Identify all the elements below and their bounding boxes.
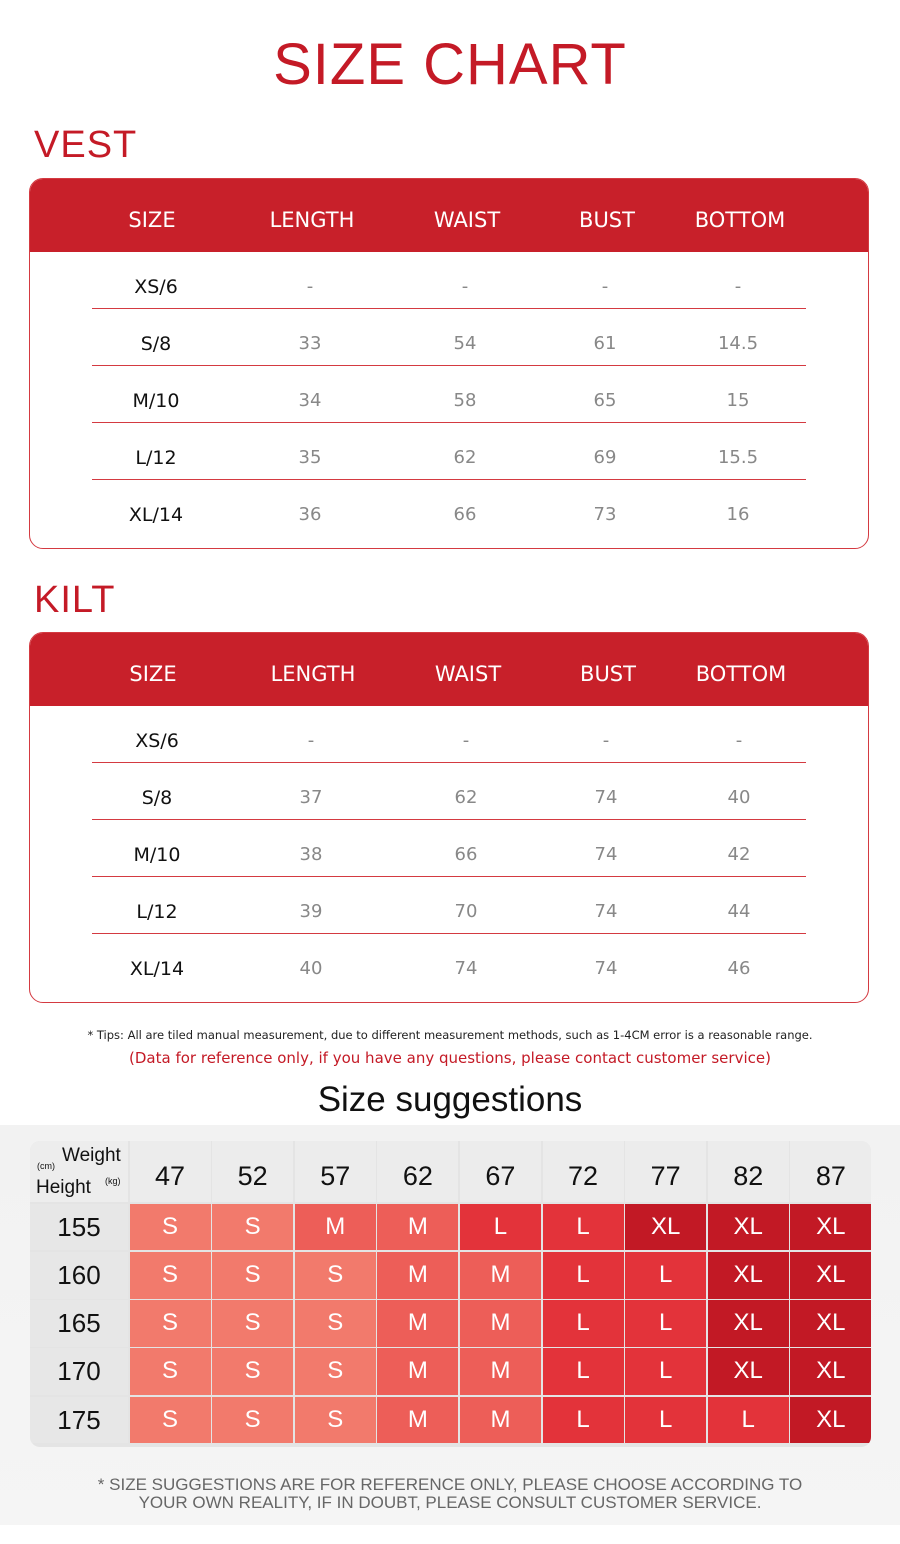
- vest-value-cell: 14.5: [717, 333, 759, 354]
- kilt-table-header: [30, 633, 869, 706]
- kilt-value-cell: 40: [299, 958, 323, 979]
- vest-value-cell: 62: [453, 447, 477, 468]
- kilt-value-cell: 74: [594, 901, 618, 922]
- weight-header-cell: 77: [625, 1141, 706, 1202]
- vest-value-cell: 35: [298, 447, 322, 468]
- kilt-section-title: KILT: [34, 579, 116, 621]
- weight-height-corner: [30, 1141, 128, 1202]
- size-suggestion-cell: L: [543, 1348, 624, 1395]
- size-suggestion-cell: L: [625, 1348, 706, 1395]
- size-suggestion-cell: M: [377, 1252, 458, 1299]
- kilt-value-cell: 39: [299, 901, 323, 922]
- kilt-value-cell: 74: [454, 958, 478, 979]
- size-suggestion-cell: S: [212, 1348, 293, 1395]
- size-suggestion-cell: S: [295, 1300, 376, 1347]
- kilt-size-cell: M/10: [133, 844, 181, 866]
- vest-value-cell: 58: [453, 390, 477, 411]
- weight-header-cell: 82: [708, 1141, 789, 1202]
- vest-size-cell: M/10: [132, 390, 180, 412]
- measurement-tip: * Tips: All are tiled manual measurement, due to different measurement methods, such as 1-4CM error is a reasonable range.: [87, 1028, 813, 1042]
- size-suggestion-cell: XL: [790, 1204, 871, 1251]
- kilt-header-size: SIZE: [129, 662, 177, 686]
- vest-table-header: [30, 179, 869, 252]
- size-suggestion-cell: XL: [625, 1204, 706, 1251]
- size-suggestion-cell: M: [460, 1300, 541, 1347]
- size-suggestion-cell: L: [543, 1397, 624, 1444]
- size-suggestion-cell: M: [460, 1252, 541, 1299]
- kilt-header-bust: BUST: [580, 662, 636, 686]
- kilt-value-cell: 37: [299, 787, 323, 808]
- vest-value-cell: 36: [298, 504, 322, 525]
- size-suggestion-cell: M: [377, 1300, 458, 1347]
- size-suggestions-title: Size suggestions: [317, 1080, 583, 1119]
- vest-header-bottom: BOTTOM: [694, 208, 786, 232]
- size-suggestion-cell: XL: [790, 1252, 871, 1299]
- height-row-label: 155: [30, 1204, 128, 1251]
- kilt-header-length: LENGTH: [270, 662, 356, 686]
- vest-header-bust: BUST: [579, 208, 635, 232]
- vest-table-row: [30, 480, 869, 537]
- vest-value-cell: -: [461, 276, 469, 297]
- kilt-size-table: [29, 632, 869, 1003]
- kilt-value-cell: 62: [454, 787, 478, 808]
- size-suggestion-cell: XL: [790, 1348, 871, 1395]
- kilt-table-row: [30, 706, 869, 763]
- vest-value-cell: 15.5: [717, 447, 759, 468]
- kilt-value-cell: 44: [727, 901, 751, 922]
- kilt-size-cell: XS/6: [135, 730, 179, 752]
- reference-note: (Data for reference only, if you have any questions, please contact customer service): [129, 1049, 771, 1067]
- size-suggestion-cell: L: [543, 1300, 624, 1347]
- vest-value-cell: 34: [298, 390, 322, 411]
- size-suggestion-cell: S: [130, 1397, 211, 1444]
- vest-table-row: [30, 309, 869, 366]
- disclaimer-line-1: * SIZE SUGGESTIONS ARE FOR REFERENCE ONLY, PLEASE CHOOSE ACCORDING TO: [97, 1475, 803, 1494]
- kilt-value-cell: 42: [727, 844, 751, 865]
- size-suggestion-cell: XL: [790, 1397, 871, 1444]
- weight-header-cell: 72: [543, 1141, 624, 1202]
- weight-header-cell: 67: [460, 1141, 541, 1202]
- vest-size-cell: L/12: [135, 447, 177, 469]
- size-suggestion-cell: M: [460, 1348, 541, 1395]
- vest-value-cell: 61: [593, 333, 617, 354]
- kilt-table-row: [30, 877, 869, 934]
- page-title: SIZE CHART: [273, 32, 627, 97]
- size-suggestion-cell: L: [625, 1252, 706, 1299]
- vest-value-cell: 16: [726, 504, 750, 525]
- vest-header-length: LENGTH: [269, 208, 355, 232]
- height-label: Height: [36, 1177, 91, 1198]
- kilt-value-cell: 74: [594, 958, 618, 979]
- kilt-value-cell: 66: [454, 844, 478, 865]
- vest-value-cell: 65: [593, 390, 617, 411]
- vest-size-cell: S/8: [140, 333, 172, 355]
- size-suggestion-cell: L: [543, 1252, 624, 1299]
- height-row-label: 175: [30, 1397, 128, 1444]
- kilt-value-cell: 38: [299, 844, 323, 865]
- kilt-header-bottom: BOTTOM: [695, 662, 787, 686]
- size-suggestion-cell: XL: [708, 1300, 789, 1347]
- size-suggestion-cell: S: [295, 1397, 376, 1444]
- vest-section-title: VEST: [34, 124, 138, 166]
- kilt-value-cell: -: [307, 730, 315, 751]
- size-suggestion-cell: S: [212, 1252, 293, 1299]
- size-suggestion-cell: L: [625, 1300, 706, 1347]
- kilt-size-cell: S/8: [141, 787, 173, 809]
- vest-value-cell: 69: [593, 447, 617, 468]
- size-suggestion-cell: S: [295, 1252, 376, 1299]
- size-suggestion-cell: S: [130, 1348, 211, 1395]
- vest-value-cell: -: [734, 276, 742, 297]
- kilt-value-cell: 70: [454, 901, 478, 922]
- vest-size-cell: XL/14: [128, 504, 184, 526]
- size-suggestion-cell: S: [212, 1300, 293, 1347]
- weight-label: Weight: [62, 1145, 121, 1166]
- vest-header-waist: WAIST: [433, 208, 501, 232]
- size-suggestion-cell: XL: [708, 1348, 789, 1395]
- weight-header-cell: 62: [377, 1141, 458, 1202]
- vest-value-cell: -: [306, 276, 314, 297]
- kilt-value-cell: 74: [594, 844, 618, 865]
- vest-table-row: [30, 423, 869, 480]
- size-suggestion-cell: L: [708, 1397, 789, 1444]
- kilt-value-cell: 74: [594, 787, 618, 808]
- size-suggestion-cell: M: [377, 1204, 458, 1251]
- size-suggestion-cell: S: [130, 1204, 211, 1251]
- size-suggestion-cell: L: [460, 1204, 541, 1251]
- disclaimer-line-2: YOUR OWN REALITY, IF IN DOUBT, PLEASE CONSULT CUSTOMER SERVICE.: [138, 1493, 762, 1512]
- size-suggestion-cell: S: [212, 1397, 293, 1444]
- weight-header-cell: 57: [295, 1141, 376, 1202]
- kilt-table-row: [30, 934, 869, 991]
- size-suggestion-cell: XL: [708, 1204, 789, 1251]
- kilt-header-waist: WAIST: [434, 662, 502, 686]
- cm-unit-label: (cm): [37, 1161, 55, 1171]
- vest-table-row: [30, 252, 869, 309]
- vest-value-cell: 73: [593, 504, 617, 525]
- size-suggestion-cell: M: [295, 1204, 376, 1251]
- vest-value-cell: -: [601, 276, 609, 297]
- vest-table-row: [30, 366, 869, 423]
- size-suggestion-cell: M: [377, 1348, 458, 1395]
- vest-size-cell: XS/6: [134, 276, 178, 298]
- size-suggestion-cell: S: [130, 1300, 211, 1347]
- weight-header-cell: 52: [212, 1141, 293, 1202]
- vest-size-table: [29, 178, 869, 549]
- vest-value-cell: 54: [453, 333, 477, 354]
- kilt-table-row: [30, 763, 869, 820]
- vest-value-cell: 33: [298, 333, 322, 354]
- height-row-label: 165: [30, 1300, 128, 1347]
- size-suggestion-cell: S: [295, 1348, 376, 1395]
- kilt-value-cell: -: [602, 730, 610, 751]
- weight-header-cell: 47: [130, 1141, 211, 1202]
- kilt-value-cell: -: [735, 730, 743, 751]
- kilt-value-cell: -: [462, 730, 470, 751]
- kilt-size-cell: XL/14: [129, 958, 185, 980]
- size-suggestion-cell: L: [625, 1397, 706, 1444]
- height-row-label: 160: [30, 1252, 128, 1299]
- size-suggestion-cell: XL: [790, 1300, 871, 1347]
- size-suggestions-grid: [30, 1141, 871, 1447]
- size-suggestion-cell: M: [377, 1397, 458, 1444]
- weight-header-cell: 87: [790, 1141, 871, 1202]
- size-suggestion-cell: S: [212, 1204, 293, 1251]
- size-suggestion-cell: L: [543, 1204, 624, 1251]
- vest-value-cell: 15: [726, 390, 750, 411]
- vest-header-size: SIZE: [128, 208, 176, 232]
- vest-value-cell: 66: [453, 504, 477, 525]
- size-suggestion-cell: M: [460, 1397, 541, 1444]
- kilt-size-cell: L/12: [136, 901, 178, 923]
- size-suggestion-cell: XL: [708, 1252, 789, 1299]
- kilt-value-cell: 46: [727, 958, 751, 979]
- height-row-label: 170: [30, 1348, 128, 1395]
- size-suggestion-disclaimer: [0, 1476, 900, 1512]
- kilt-table-row: [30, 820, 869, 877]
- kilt-value-cell: 40: [727, 787, 751, 808]
- size-suggestion-cell: S: [130, 1252, 211, 1299]
- kg-unit-label: (kg): [105, 1176, 121, 1186]
